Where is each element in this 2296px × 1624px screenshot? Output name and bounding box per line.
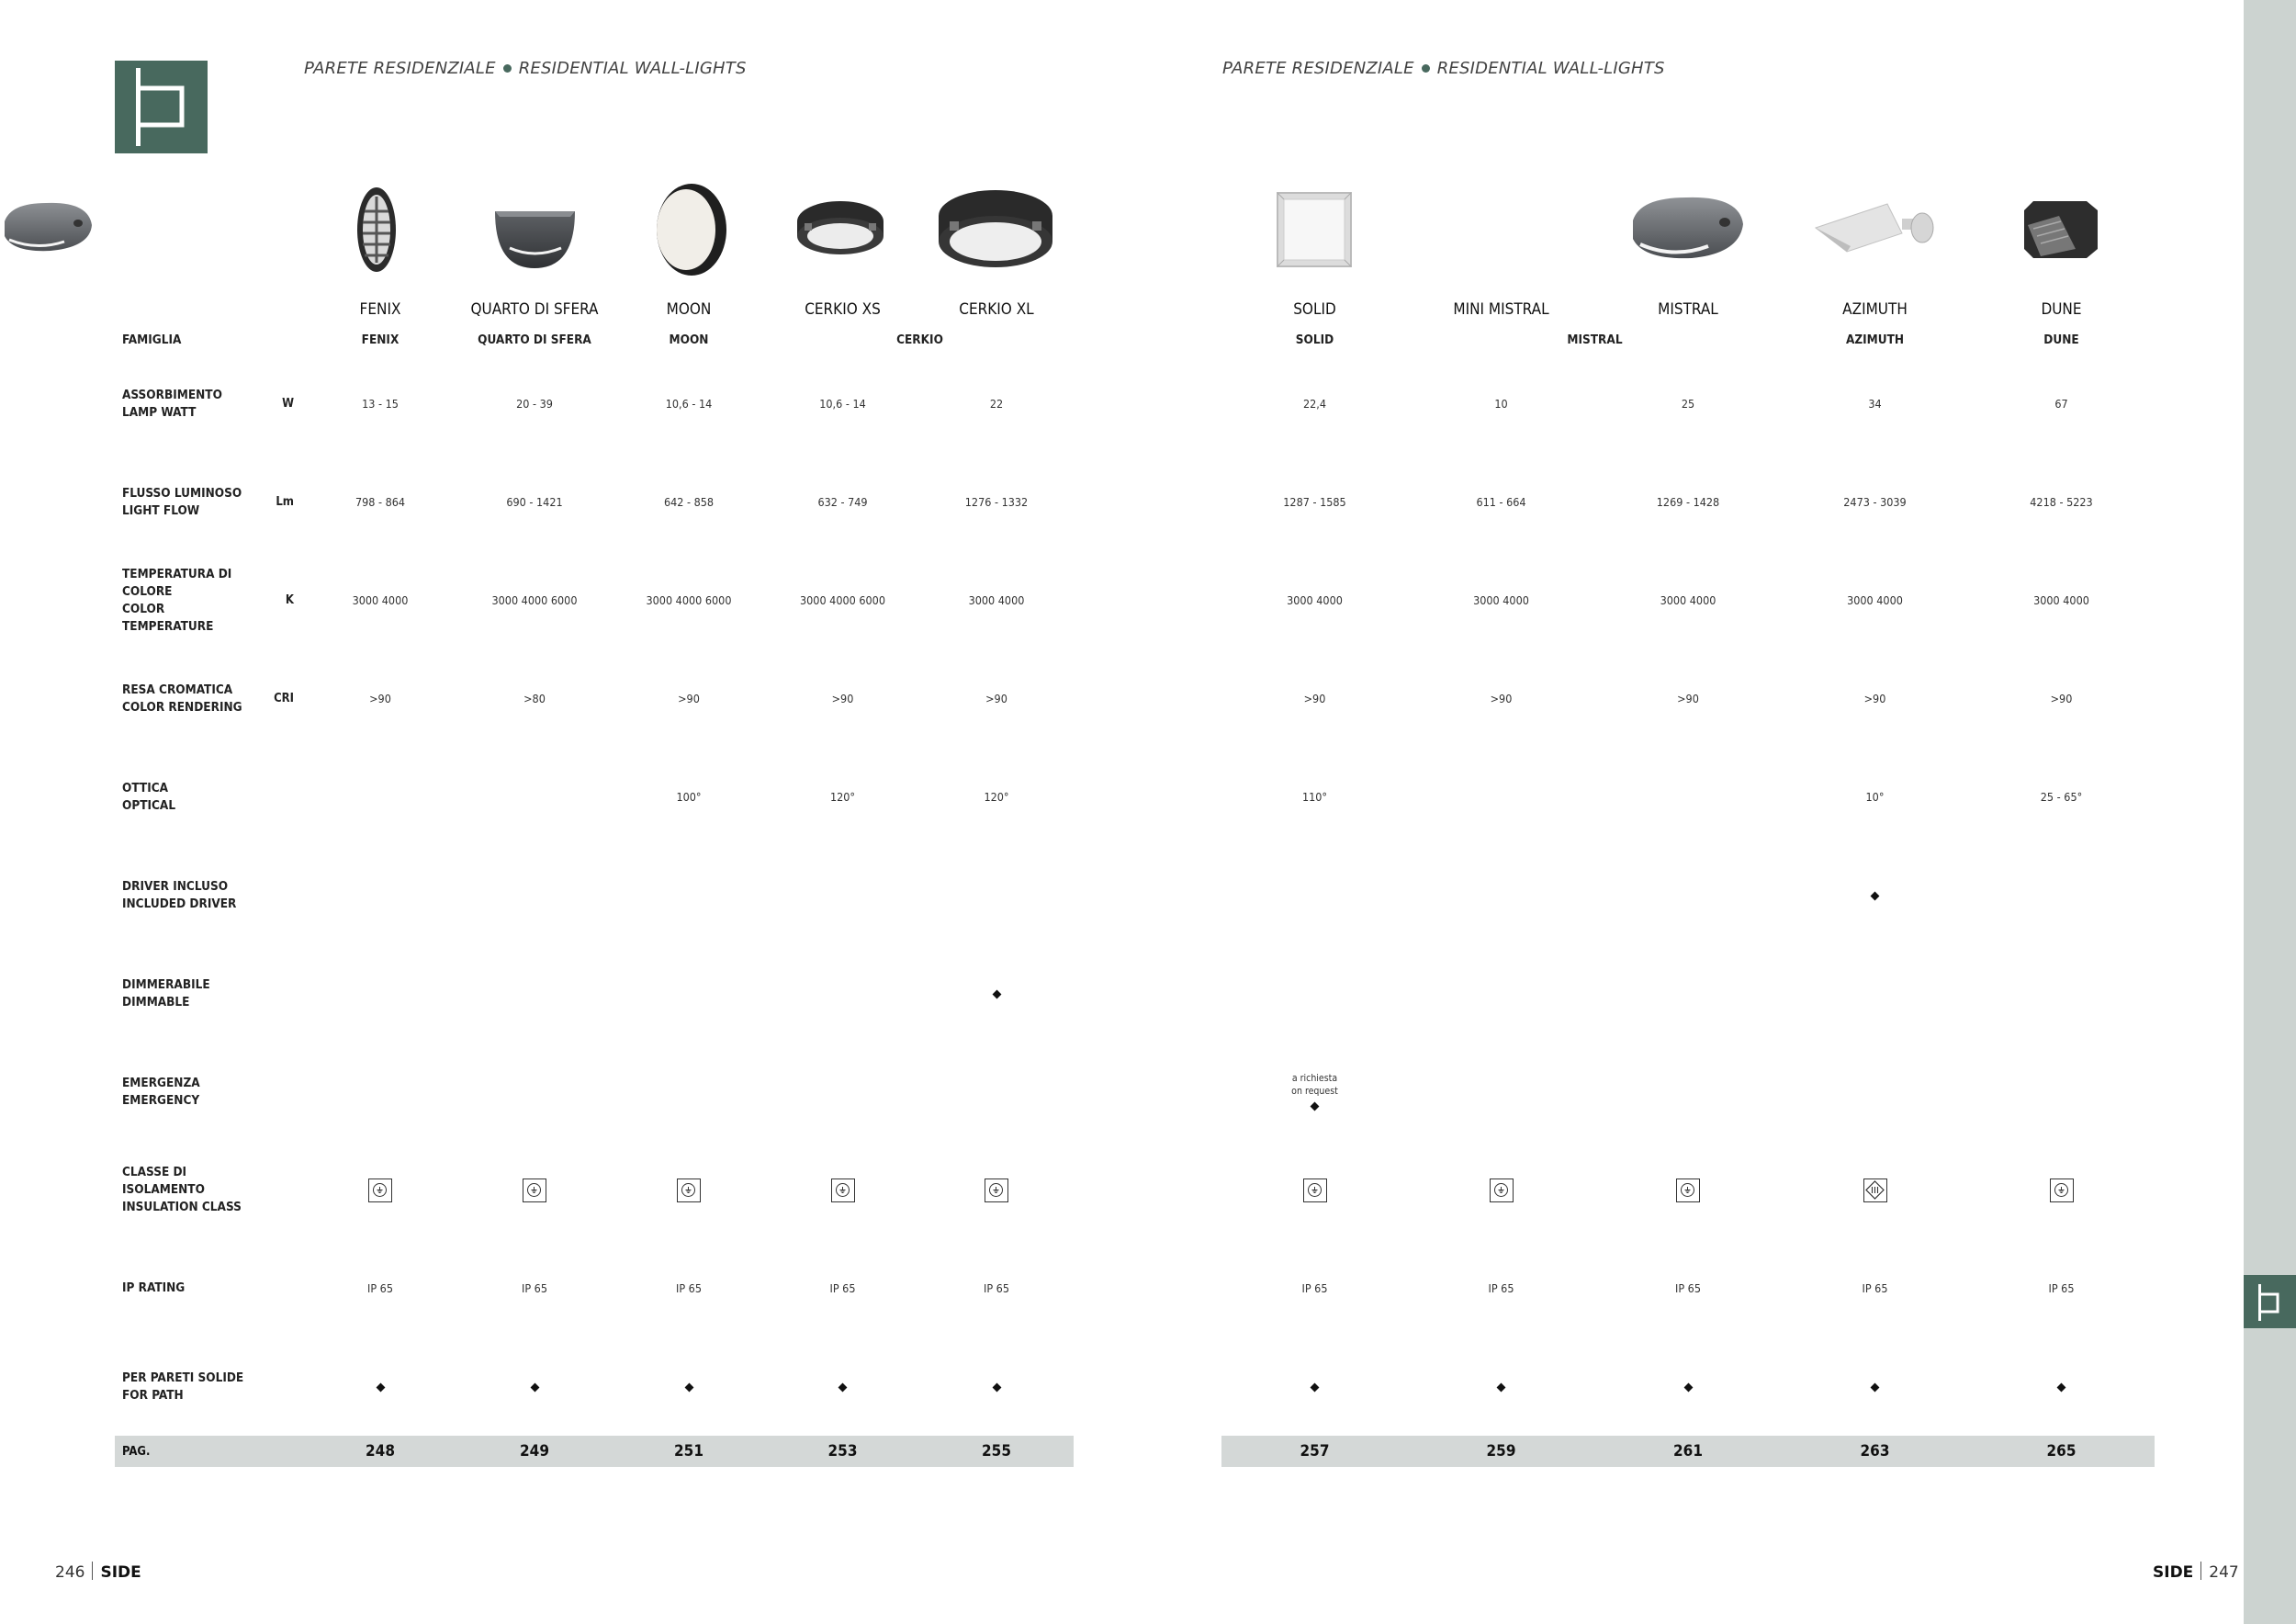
insulation-class-icon — [2050, 1179, 2074, 1202]
brand-name: SIDE — [100, 1563, 141, 1582]
value-cell: 20 - 39 — [516, 397, 553, 411]
page-ref: 265 — [1968, 1436, 2155, 1467]
bullet-icon — [503, 64, 512, 73]
value-cell: >90 — [369, 692, 391, 705]
value-cell: IP 65 — [676, 1281, 702, 1295]
family-cell: CERKIO — [896, 333, 943, 347]
value-cell: 13 - 15 — [362, 397, 399, 411]
cerkio-xl-product-image — [937, 186, 1054, 274]
page-ref: 251 — [612, 1436, 766, 1467]
footer-left — [55, 1562, 141, 1582]
value-cell: IP 65 — [829, 1281, 856, 1295]
mistral-product-image — [1627, 193, 1747, 262]
value-cell: 22 — [989, 397, 1004, 411]
value-cell: 25 — [1681, 397, 1695, 411]
value-cell: 100° — [676, 790, 702, 804]
row-label: DIMMERABILE DIMMABLE — [122, 976, 210, 1009]
footer-right — [2153, 1562, 2239, 1582]
page-ref: 263 — [1782, 1436, 1968, 1467]
product-name: MOON — [666, 300, 712, 319]
side-tab-logo-icon — [2244, 1275, 2296, 1328]
row-unit: Lm — [276, 495, 294, 509]
page-ref: 259 — [1408, 1436, 1594, 1467]
mini-mistral-product-image — [0, 199, 96, 254]
value-cell: IP 65 — [1675, 1281, 1701, 1295]
value-cell: 34 — [1868, 397, 1882, 411]
optical-row — [1221, 748, 2155, 846]
page-ref: 255 — [919, 1436, 1074, 1467]
spec-table-right — [1221, 294, 2155, 1467]
value-cell: >90 — [1303, 692, 1326, 705]
value-cell: 1269 - 1428 — [1656, 495, 1720, 509]
row-label: DRIVER INCLUSO INCLUDED DRIVER — [122, 878, 237, 911]
product-name: SOLID — [1293, 300, 1336, 319]
flow-row — [1221, 453, 2155, 551]
insulation-row — [115, 1141, 1074, 1239]
product-name: AZIMUTH — [1842, 300, 1908, 319]
product-name: CERKIO XS — [805, 300, 881, 319]
product-name-row — [1221, 294, 2155, 325]
value-cell: IP 65 — [367, 1281, 393, 1295]
value-cell: >90 — [985, 692, 1007, 705]
driver-row — [115, 846, 1074, 944]
cri-row — [1221, 649, 2155, 748]
solid-product-image — [1276, 191, 1353, 268]
value-cell: 120° — [829, 790, 856, 804]
cerkio-xs-product-image — [795, 197, 885, 257]
family-cell: AZIMUTH — [1845, 333, 1905, 347]
value-cell: 642 - 858 — [663, 495, 715, 509]
solid-walls-row — [1221, 1337, 2155, 1436]
product-name: DUNE — [2041, 300, 2082, 319]
insulation-class-icon — [831, 1179, 855, 1202]
value-cell: >90 — [1863, 692, 1886, 705]
watt-row — [1221, 355, 2155, 453]
diamond-marker-icon — [1683, 1383, 1693, 1393]
value-cell — [457, 748, 612, 846]
spec-table-left — [115, 294, 1074, 1467]
optical-row — [115, 748, 1074, 846]
value-cell: 3000 4000 — [968, 593, 1025, 607]
diamond-marker-icon — [1311, 1101, 1320, 1111]
insulation-class-icon — [1676, 1179, 1700, 1202]
page-ref: 257 — [1221, 1436, 1408, 1467]
page-header-left: PARETE RESIDENZIALE RESIDENTIAL WALL-LIGHTS — [304, 59, 747, 78]
product-name: QUARTO DI SFERA — [470, 300, 599, 319]
row-unit: W — [282, 397, 294, 411]
value-cell: 10° — [1865, 790, 1885, 804]
azimuth-product-image — [1814, 200, 1938, 255]
insulation-class-iii-icon — [1863, 1179, 1887, 1202]
value-cell: 4218 - 5223 — [2030, 495, 2093, 509]
diamond-marker-icon — [376, 1383, 385, 1393]
insulation-class-icon — [368, 1179, 392, 1202]
moon-product-image — [649, 182, 727, 278]
value-cell: 3000 4000 — [1847, 593, 1903, 607]
value-cell: 3000 4000 — [1473, 593, 1529, 607]
row-label: EMERGENZA EMERGENCY — [122, 1075, 200, 1108]
value-cell: IP 65 — [984, 1281, 1009, 1295]
page-header-right: PARETE RESIDENZIALE RESIDENTIAL WALL-LIGHTS — [1222, 59, 1665, 78]
dimmable-row — [1221, 944, 2155, 1043]
solid-walls-row — [115, 1337, 1074, 1436]
family-cell: MISTRAL — [1567, 333, 1623, 347]
value-cell: 1276 - 1332 — [964, 495, 1029, 509]
row-label: FLUSSO LUMINOSO LIGHT FLOW — [122, 485, 242, 518]
value-cell: 3000 4000 6000 — [491, 593, 578, 607]
insulation-class-icon — [1490, 1179, 1514, 1202]
ip-row — [1221, 1239, 2155, 1337]
row-label: IP RATING — [122, 1280, 186, 1295]
value-cell: 3000 4000 — [2033, 593, 2089, 607]
value-cell: 10,6 - 14 — [819, 397, 866, 411]
value-cell: 632 - 749 — [817, 495, 868, 509]
value-cell: IP 65 — [1488, 1281, 1514, 1295]
row-label: PAG. — [115, 1436, 303, 1467]
page-ref-row — [1221, 1436, 2155, 1467]
value-cell: 3000 4000 6000 — [800, 593, 885, 607]
diamond-marker-icon — [2057, 1383, 2066, 1393]
insulation-class-icon — [677, 1179, 701, 1202]
value-cell: 2473 - 3039 — [1843, 495, 1907, 509]
value-cell: 611 - 664 — [1476, 495, 1526, 509]
value-cell: >90 — [2050, 692, 2073, 705]
row-label: OTTICA OPTICAL — [122, 780, 176, 813]
row-label: PER PARETI SOLIDE FOR PATH — [122, 1370, 244, 1403]
dimmable-row — [115, 944, 1074, 1043]
family-row — [115, 325, 1074, 355]
page-ref: 253 — [766, 1436, 919, 1467]
quarto-di-sfera-product-image — [491, 204, 579, 273]
value-cell: 10,6 - 14 — [665, 397, 713, 411]
value-cell: IP 65 — [1862, 1281, 1888, 1295]
row-label: TEMPERATURA DI COLORE COLOR TEMPERATURE — [122, 566, 232, 634]
value-cell: 120° — [984, 790, 1009, 804]
product-name: CERKIO XL — [959, 300, 1034, 319]
value-cell: 22,4 — [1302, 397, 1327, 411]
emergency-note: a richiesta on request — [1291, 1072, 1338, 1097]
value-cell: 3000 4000 6000 — [646, 593, 732, 607]
value-cell: 10 — [1494, 397, 1508, 411]
value-cell: 3000 4000 — [352, 593, 409, 607]
page-ref: 248 — [303, 1436, 457, 1467]
row-unit: CRI — [274, 692, 294, 705]
row-label: ASSORBIMENTO LAMP WATT — [122, 387, 222, 420]
diamond-marker-icon — [992, 1383, 1001, 1393]
family-cell: QUARTO DI SFERA — [478, 333, 591, 347]
insulation-class-icon — [985, 1179, 1008, 1202]
bullet-icon — [1422, 64, 1430, 73]
value-cell: 25 - 65° — [2040, 790, 2083, 804]
insulation-class-icon — [1303, 1179, 1327, 1202]
emergency-row — [1221, 1043, 2155, 1141]
value-cell: IP 65 — [522, 1281, 547, 1295]
insulation-row — [1221, 1141, 2155, 1239]
driver-row — [1221, 846, 2155, 944]
value-cell: >90 — [678, 692, 700, 705]
diamond-marker-icon — [1871, 892, 1880, 901]
diamond-marker-icon — [1497, 1383, 1506, 1393]
diamond-marker-icon — [530, 1383, 539, 1393]
value-cell: >90 — [831, 692, 854, 705]
page-number: 246 — [55, 1563, 85, 1582]
row-label: RESA CROMATICA COLOR RENDERING — [122, 682, 242, 715]
value-cell: 110° — [1301, 790, 1328, 804]
cri-row — [115, 649, 1074, 748]
value-cell: >80 — [523, 692, 546, 705]
value-cell: IP 65 — [1301, 1281, 1328, 1295]
flow-row — [115, 453, 1074, 551]
fenix-product-image — [354, 184, 400, 276]
value-cell: >90 — [1677, 692, 1699, 705]
value-cell: 690 - 1421 — [506, 495, 563, 509]
value-cell: IP 65 — [2048, 1281, 2075, 1295]
insulation-class-icon — [523, 1179, 546, 1202]
value-cell: 1287 - 1585 — [1283, 495, 1346, 509]
value-cell: 798 - 864 — [355, 495, 406, 509]
product-name-row — [115, 294, 1074, 325]
side-strip — [2244, 0, 2296, 1624]
emergency-row — [115, 1043, 1074, 1141]
product-name: MISTRAL — [1658, 300, 1718, 319]
product-name: FENIX — [359, 300, 401, 319]
diamond-marker-icon — [838, 1383, 848, 1393]
page-ref: 249 — [457, 1436, 612, 1467]
temperature-row — [1221, 551, 2155, 649]
family-row — [1221, 325, 2155, 355]
brand-name: SIDE — [2153, 1563, 2194, 1582]
value-cell — [1594, 748, 1782, 846]
row-label: FAMIGLIA — [122, 333, 182, 347]
product-name: MINI MISTRAL — [1453, 300, 1549, 319]
page-ref: 261 — [1594, 1436, 1782, 1467]
page-ref-row — [115, 1436, 1074, 1467]
value-cell — [303, 748, 457, 846]
page-number: 247 — [2209, 1563, 2239, 1582]
value-cell: 3000 4000 — [1660, 593, 1716, 607]
family-cell: MOON — [669, 333, 709, 347]
dune-product-image — [2020, 197, 2103, 262]
family-cell: DUNE — [2043, 333, 2079, 347]
side-logo — [115, 61, 208, 153]
diamond-marker-icon — [992, 990, 1001, 999]
value-cell: >90 — [1490, 692, 1513, 705]
value-cell: 3000 4000 — [1287, 593, 1343, 607]
diamond-marker-icon — [1311, 1383, 1320, 1393]
value-cell: 67 — [2054, 397, 2068, 411]
watt-row — [115, 355, 1074, 453]
family-cell: SOLID — [1295, 333, 1334, 347]
row-label: CLASSE DI ISOLAMENTO INSULATION CLASS — [122, 1165, 242, 1214]
temperature-row — [115, 551, 1074, 649]
family-cell: FENIX — [361, 333, 400, 347]
row-unit: K — [285, 593, 294, 607]
value-cell — [1408, 748, 1594, 846]
diamond-marker-icon — [684, 1383, 693, 1393]
diamond-marker-icon — [1871, 1383, 1880, 1393]
ip-row — [115, 1239, 1074, 1337]
